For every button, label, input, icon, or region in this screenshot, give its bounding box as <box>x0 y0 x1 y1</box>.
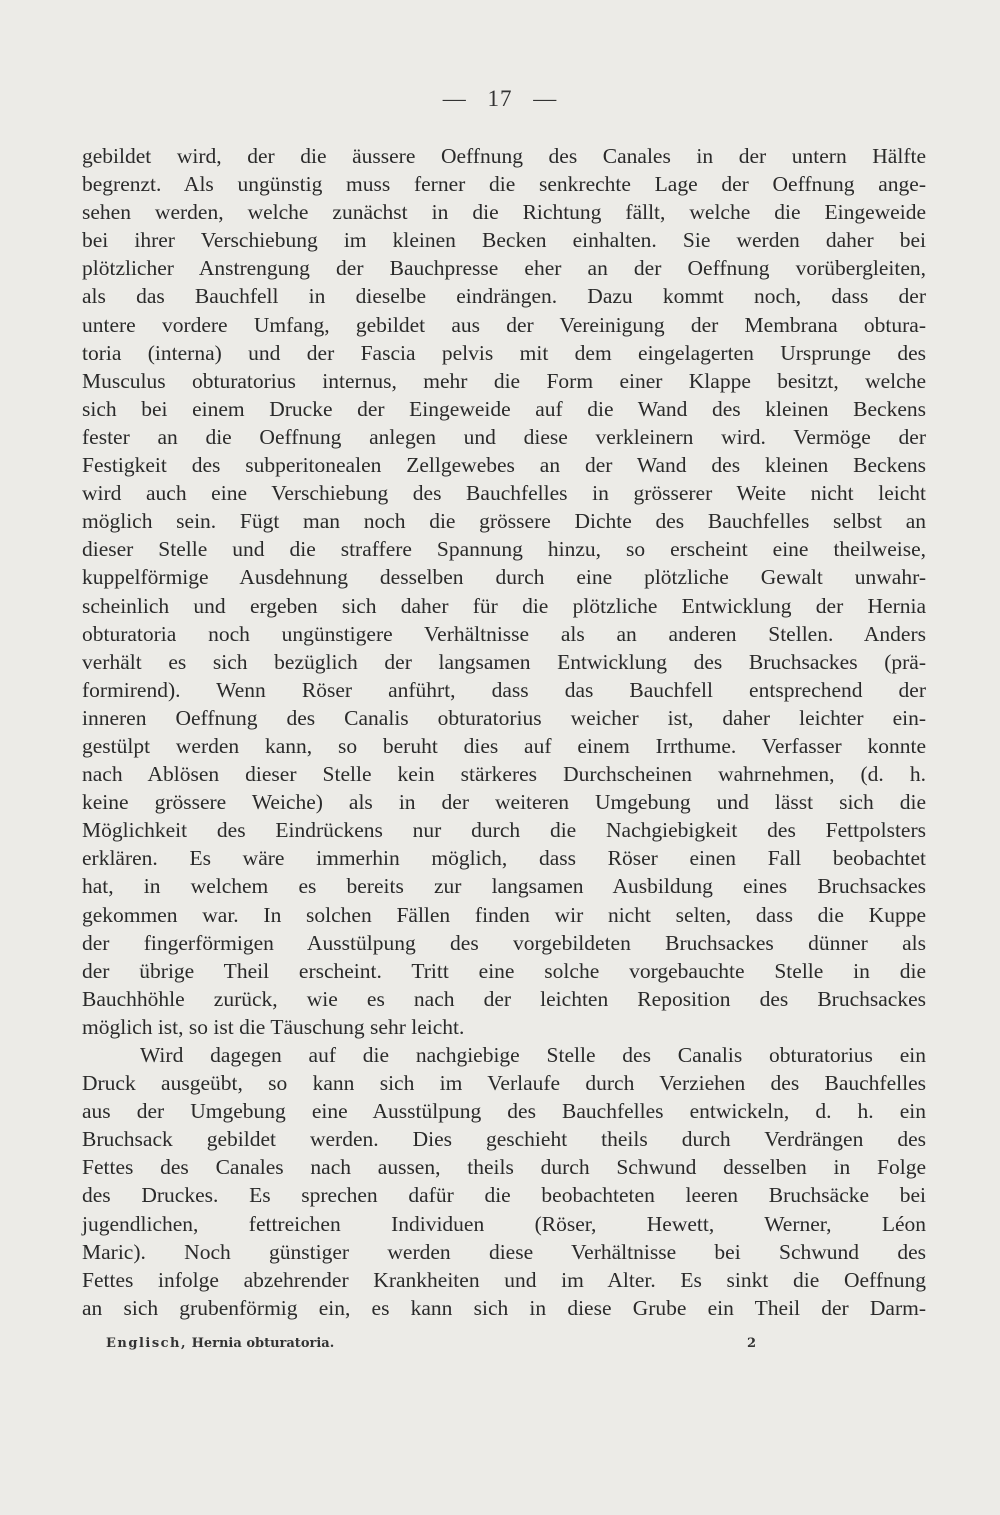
header-right-dash: — <box>533 86 558 111</box>
text-line: Musculus obturatorius internus, mehr die Form einer Klappe besitzt, welche <box>82 368 926 393</box>
text-line: aus der Umgebung eine Ausstülpung des Bauchfelles entwickeln, d. h. ein <box>82 1099 926 1124</box>
text-line: Festigkeit des subperitonealen Zellgewebes an der Wand des kleinen Beckens <box>82 453 926 478</box>
text-line: wird auch eine Verschiebung des Bauchfelles in grösserer Weite nicht leicht <box>82 481 926 506</box>
text-line: formirend). Wenn Röser anführt, dass das Bauchfell entsprechend der <box>82 677 926 702</box>
text-line: Wird dagegen auf die nachgiebige Stelle des Canalis obturatorius ein <box>140 1043 926 1067</box>
body-text <box>82 142 926 1322</box>
text-line: verhält es sich bezüglich der langsamen Entwicklung des Bruchsackes (prä- <box>82 649 926 674</box>
text-line: kuppelförmige Ausdehnung desselben durch eine plötzliche Gewalt unwahr- <box>82 565 926 590</box>
text-line: dieser Stelle und die straffere Spannung hinzu, so erscheint eine theilweise, <box>82 537 926 562</box>
paragraph-2 <box>82 1041 926 1322</box>
text-line: möglich ist, so ist die Täuschung sehr leicht. <box>82 1014 465 1039</box>
text-line: sich bei einem Drucke der Eingeweide auf die Wand des kleinen Beckens <box>82 396 926 421</box>
text-line: gebildet wird, der die äussere Oeffnung des Canales in der untern Hälfte <box>82 144 926 168</box>
text-line: nach Ablösen dieser Stelle kein stärkeres Durchscheinen wahrnehmen, (d. h. <box>82 762 926 787</box>
text-line: Druck ausgeübt, so kann sich im Verlaufe durch Verziehen des Bauchfelles <box>82 1071 926 1096</box>
text-line: sehen werden, welche zunächst in die Richtung fällt, welche die Eingeweide <box>82 200 926 225</box>
footer-title: Hernia obturatoria. <box>191 1336 335 1351</box>
text-line: keine grössere Weiche) als in der weiteren Umgebung und lässt sich die <box>82 790 926 815</box>
text-line: erklären. Es wäre immerhin möglich, dass Röser einen Fall beobachtet <box>82 846 926 871</box>
text-line: des Druckes. Es sprechen dafür die beobachteten leeren Bruchsäcke bei <box>82 1183 926 1208</box>
text-line: hat, in welchem es bereits zur langsamen Ausbildung eines Bruchsackes <box>82 874 926 899</box>
footer-author: Englisch, <box>106 1336 188 1351</box>
text-line: bei ihrer Verschiebung im kleinen Becken einhalten. Sie werden daher bei <box>82 228 926 253</box>
text-line: möglich sein. Fügt man noch die grössere Dichte des Bauchfelles selbst an <box>82 509 926 534</box>
header-left-dash: — <box>442 86 467 111</box>
text-line: als das Bauchfell in dieselbe eindrängen. Dazu kommt noch, dass der <box>82 284 926 309</box>
text-line: obturatoria noch ungünstigere Verhältnisse als an anderen Stellen. Anders <box>82 621 926 646</box>
text-line: der übrige Theil erscheint. Tritt eine solche vorgebauchte Stelle in die <box>82 958 926 983</box>
text-line: begrenzt. Als ungünstig muss ferner die senkrechte Lage der Oeffnung ange- <box>82 172 926 197</box>
text-line: gekommen war. In solchen Fällen finden wir nicht selten, dass die Kuppe <box>82 902 926 927</box>
page-header <box>0 86 1000 112</box>
text-line: Bauchhöhle zurück, wie es nach der leichten Reposition des Bruchsackes <box>82 986 926 1011</box>
page-number: 17 <box>487 86 513 111</box>
text-line: untere vordere Umfang, gebildet aus der Vereinigung der Membrana obtura- <box>82 312 926 337</box>
text-line: fester an die Oeffnung anlegen und diese verkleinern wird. Vermöge der <box>82 424 926 449</box>
text-line: der fingerförmigen Ausstülpung des vorgebildeten Bruchsackes dünner als <box>82 930 926 955</box>
text-line: an sich grubenförmig ein, es kann sich in diese Grube ein Theil der Darm- <box>82 1295 926 1320</box>
signature-mark: 2 <box>746 1336 756 1351</box>
text-line: gestülpt werden kann, so beruht dies auf einem Irrthume. Verfasser konnte <box>82 733 926 758</box>
text-line: scheinlich und ergeben sich daher für die plötzliche Entwicklung der Hernia <box>82 593 926 618</box>
text-line: Maric). Noch günstiger werden diese Verhältnisse bei Schwund des <box>82 1239 926 1264</box>
text-line: toria (interna) und der Fascia pelvis mit dem eingelagerten Ursprunge des <box>82 340 926 365</box>
paragraph-1 <box>82 142 926 1041</box>
text-line: inneren Oeffnung des Canalis obturatorius weicher ist, daher leichter ein- <box>82 705 926 730</box>
text-line: Möglichkeit des Eindrückens nur durch die Nachgiebigkeit des Fettpolsters <box>82 818 926 843</box>
text-line: Fettes des Canales nach aussen, theils durch Schwund desselben in Folge <box>82 1155 926 1180</box>
text-line: Fettes infolge abzehrender Krankheiten und im Alter. Es sinkt die Oeffnung <box>82 1267 926 1292</box>
text-line: jugendlichen, fettreichen Individuen (Röser, Hewett, Werner, Léon <box>82 1211 926 1236</box>
page-footer <box>106 1336 756 1351</box>
text-line: plötzlicher Anstrengung der Bauchpresse eher an der Oeffnung vorübergleiten, <box>82 256 926 281</box>
text-line: Bruchsack gebildet werden. Dies geschieht theils durch Verdrängen des <box>82 1127 926 1152</box>
